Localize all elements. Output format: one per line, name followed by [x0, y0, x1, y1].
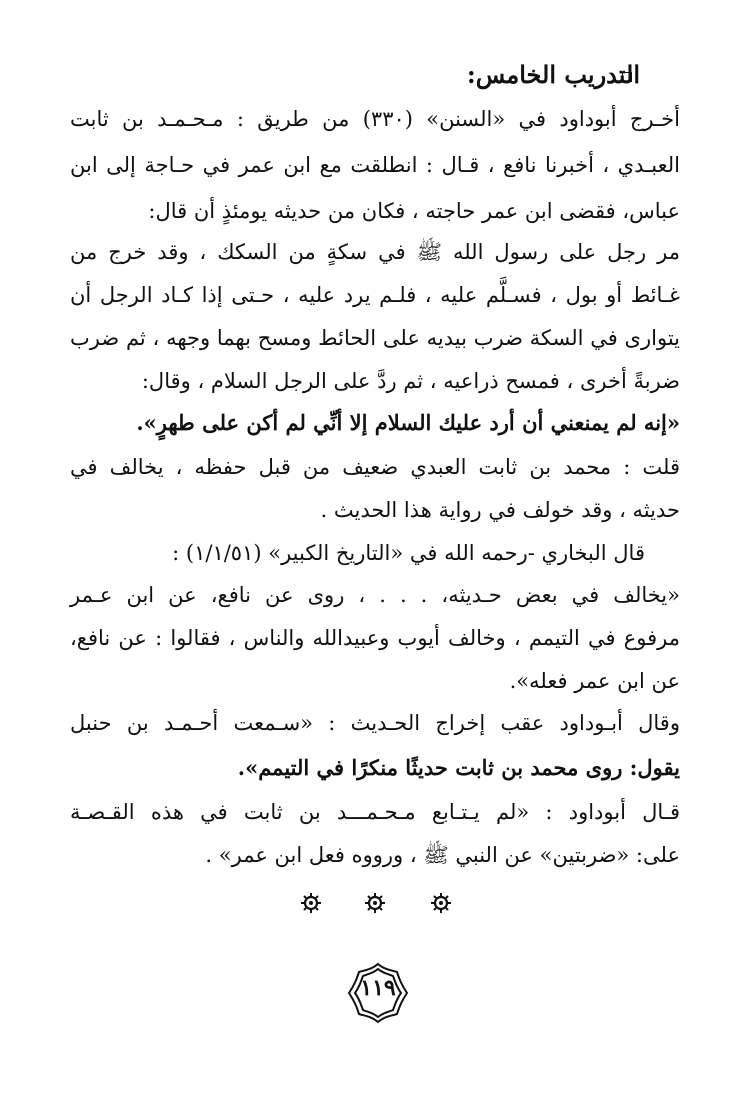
text-line-9: قلت : محمد بن ثابت العبدي ضعيف من قبل حفظه ، يخالف في — [70, 455, 680, 479]
section-heading: التدريب الخامس: — [466, 60, 640, 89]
quote-line-8: «إنه لم يمنعني أن أرد عليك السلام إلا أنِّي لم أكن على طهرٍ». — [136, 410, 680, 435]
flower-ornament-icon — [300, 892, 322, 914]
text-line-6: يتوارى في السكة ضرب بيديه على الحائط ومسح بهما وجهه ، ثم ضرب — [70, 326, 680, 350]
text-line-7: ضربةً أخرى ، فمسح ذراعيه ، ثم ردَّ على الرجل السلام ، وقال: — [141, 369, 680, 393]
text-line-2: العبـدي ، أخبرنا نافع ، قـال : انطلقت مع ابن عمر في حـاجة إلى ابن — [70, 153, 680, 177]
text-line-13: مرفوع في التيمم ، وخالف أيوب وعبيدالله والناس ، فقالوا : عن نافع، — [70, 626, 680, 650]
page-number: ١١٩ — [360, 975, 396, 1001]
flower-ornament-icon — [430, 892, 452, 914]
text-line-15: وقال أبـوداود عقب إخراج الحـديث : «سـمعت أحـمـد بن حنبل — [70, 711, 680, 735]
text-line-17: قـال أبوداود : «لم يـتـابع مـحـمـــد بن ثابت في هذه القـصـة — [70, 800, 680, 824]
text-line-12: «يخالف في بعض حـديثه، . . . ، روى عن نافع، عن ابن عـمر — [70, 583, 680, 607]
text-line-5: غـائط أو بول ، فسـلَّم عليه ، فلـم يرد عليه ، حـتى إذا كـاد الرجل أن — [70, 283, 680, 307]
text-line-10: حديثه ، وقد خولف في رواية هذا الحديث . — [320, 498, 680, 522]
text-line-4: مر رجل على رسول الله ﷺ في سكةٍ من السكك ، وقد خرج من — [70, 240, 680, 264]
flower-ornament-icon — [364, 892, 386, 914]
text-line-18: على: «ضربتين» عن النبي ﷺ ، ورووه فعل ابن عمر» . — [205, 843, 680, 867]
text-line-16: يقول: روى محمد بن ثابت حديثًا منكرًا في التيمم». — [237, 755, 680, 780]
ornament-row — [290, 892, 460, 922]
text-line-1: أخـرج أبوداود في «السنن» (٣٣٠) من طريق : مـحـمـد بن ثابت — [70, 107, 680, 131]
text-line-3: عباس، فقضى ابن عمر حاجته ، فكان من حديثه يومئذٍ أن قال: — [148, 199, 680, 223]
text-line-14: عن ابن عمر فعله». — [509, 669, 680, 693]
text-line-11: قال البخاري -رحمه الله في «التاريخ الكبير» (١/١/٥١) : — [172, 541, 645, 565]
